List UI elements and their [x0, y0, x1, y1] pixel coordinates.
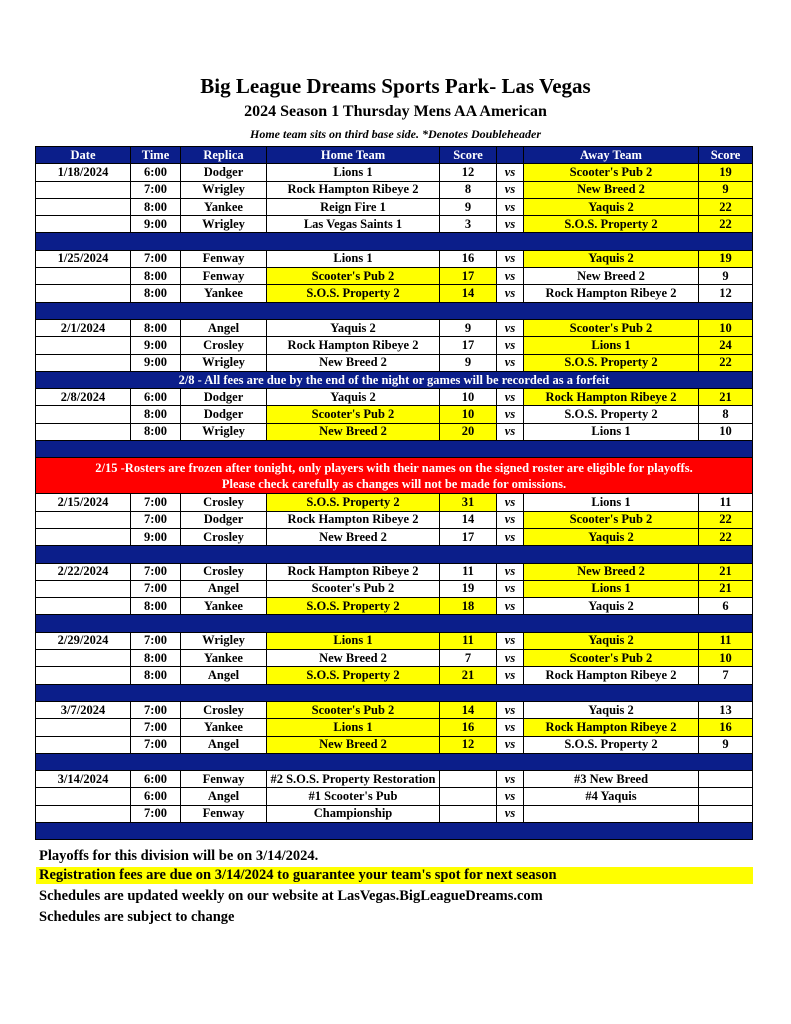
home-team: Lions 1 — [267, 250, 440, 267]
away-score — [699, 805, 753, 822]
header-vs — [497, 147, 524, 164]
home-score: 9 — [440, 198, 497, 215]
vs-label: vs — [497, 598, 524, 615]
game-row — [36, 701, 753, 718]
home-team: Lions 1 — [267, 164, 440, 181]
spacer-cell — [36, 753, 753, 770]
game-date: 2/22/2024 — [36, 563, 131, 580]
home-team: New Breed 2 — [267, 736, 440, 753]
game-replica: Angel — [181, 667, 267, 684]
away-team: Scooter's Pub 2 — [524, 164, 699, 181]
game-time: 8:00 — [131, 667, 181, 684]
game-row — [36, 285, 753, 302]
away-team: Yaquis 2 — [524, 250, 699, 267]
schedule-body — [36, 164, 753, 840]
vs-label: vs — [497, 181, 524, 198]
game-replica: Crosley — [181, 528, 267, 545]
notice-text: 2/8 - All fees are due by the end of the night or games will be recorded as a forfeit — [36, 371, 753, 388]
vs-label: vs — [497, 788, 524, 805]
spacer-cell — [36, 441, 753, 458]
away-score: 22 — [699, 198, 753, 215]
game-date — [36, 354, 131, 371]
table-header-row — [36, 147, 753, 164]
away-score: 22 — [699, 216, 753, 233]
home-team: S.O.S. Property 2 — [267, 667, 440, 684]
game-date — [36, 528, 131, 545]
home-team: Las Vegas Saints 1 — [267, 216, 440, 233]
game-date — [36, 736, 131, 753]
game-row — [36, 423, 753, 440]
alert-row — [36, 458, 753, 494]
game-replica: Wrigley — [181, 423, 267, 440]
game-replica: Yankee — [181, 650, 267, 667]
home-score: 12 — [440, 164, 497, 181]
away-team: New Breed 2 — [524, 181, 699, 198]
game-time: 7:00 — [131, 511, 181, 528]
spacer-cell — [36, 546, 753, 563]
home-team: Scooter's Pub 2 — [267, 701, 440, 718]
game-row — [36, 667, 753, 684]
away-team: S.O.S. Property 2 — [524, 216, 699, 233]
game-time: 7:00 — [131, 580, 181, 597]
home-score — [440, 771, 497, 788]
game-time: 9:00 — [131, 216, 181, 233]
away-score: 10 — [699, 423, 753, 440]
home-score: 19 — [440, 580, 497, 597]
spacer-cell — [36, 615, 753, 632]
away-score: 22 — [699, 354, 753, 371]
game-time: 8:00 — [131, 423, 181, 440]
game-time: 7:00 — [131, 563, 181, 580]
home-score: 31 — [440, 494, 497, 511]
game-date: 1/25/2024 — [36, 250, 131, 267]
home-team: S.O.S. Property 2 — [267, 285, 440, 302]
home-team: Scooter's Pub 2 — [267, 406, 440, 423]
game-date — [36, 268, 131, 285]
header-home-score: Score — [440, 147, 497, 164]
away-score: 19 — [699, 164, 753, 181]
game-date — [36, 285, 131, 302]
game-date — [36, 337, 131, 354]
game-date: 3/14/2024 — [36, 771, 131, 788]
vs-label: vs — [497, 337, 524, 354]
game-row — [36, 164, 753, 181]
game-time: 7:00 — [131, 632, 181, 649]
game-time: 6:00 — [131, 389, 181, 406]
game-time: 8:00 — [131, 598, 181, 615]
alert-line-1: 2/15 -Rosters are frozen after tonight, only players with their names on the signed roster are eligible for playoffs. — [95, 460, 693, 475]
away-score: 22 — [699, 511, 753, 528]
away-team: Lions 1 — [524, 423, 699, 440]
home-score — [440, 788, 497, 805]
home-score: 14 — [440, 511, 497, 528]
vs-label: vs — [497, 511, 524, 528]
game-replica: Fenway — [181, 805, 267, 822]
home-score: 17 — [440, 268, 497, 285]
home-team: New Breed 2 — [267, 354, 440, 371]
header-home-team: Home Team — [267, 147, 440, 164]
spacer-row — [36, 684, 753, 701]
game-date: 1/18/2024 — [36, 164, 131, 181]
game-row — [36, 494, 753, 511]
game-date — [36, 198, 131, 215]
game-time: 8:00 — [131, 268, 181, 285]
game-time: 8:00 — [131, 198, 181, 215]
game-replica: Fenway — [181, 771, 267, 788]
game-time: 7:00 — [131, 701, 181, 718]
game-time: 7:00 — [131, 250, 181, 267]
game-time: 8:00 — [131, 650, 181, 667]
game-row — [36, 511, 753, 528]
away-team: Yaquis 2 — [524, 528, 699, 545]
game-row — [36, 736, 753, 753]
game-replica: Dodger — [181, 511, 267, 528]
game-row — [36, 719, 753, 736]
home-team: S.O.S. Property 2 — [267, 598, 440, 615]
home-score: 21 — [440, 667, 497, 684]
vs-label: vs — [497, 719, 524, 736]
vs-label: vs — [497, 216, 524, 233]
game-time: 7:00 — [131, 736, 181, 753]
home-score: 12 — [440, 736, 497, 753]
away-score: 12 — [699, 285, 753, 302]
home-team: Scooter's Pub 2 — [267, 580, 440, 597]
home-score: 10 — [440, 389, 497, 406]
home-team: S.O.S. Property 2 — [267, 494, 440, 511]
away-score: 9 — [699, 181, 753, 198]
home-team: Yaquis 2 — [267, 389, 440, 406]
away-team: #3 New Breed — [524, 771, 699, 788]
spacer-cell — [36, 684, 753, 701]
spacer-row — [36, 546, 753, 563]
game-date — [36, 598, 131, 615]
game-row — [36, 319, 753, 336]
home-score: 18 — [440, 598, 497, 615]
game-date — [36, 805, 131, 822]
game-replica: Crosley — [181, 337, 267, 354]
away-score: 13 — [699, 701, 753, 718]
game-date — [36, 181, 131, 198]
away-team: Scooter's Pub 2 — [524, 511, 699, 528]
game-date — [36, 423, 131, 440]
vs-label: vs — [497, 285, 524, 302]
vs-label: vs — [497, 771, 524, 788]
game-date — [36, 580, 131, 597]
game-replica: Angel — [181, 319, 267, 336]
footer-playoffs: Playoffs for this division will be on 3/14/2024. — [39, 848, 319, 864]
game-time: 9:00 — [131, 354, 181, 371]
game-row — [36, 268, 753, 285]
vs-label: vs — [497, 528, 524, 545]
spacer-row — [36, 753, 753, 770]
game-replica: Angel — [181, 788, 267, 805]
vs-label: vs — [497, 389, 524, 406]
away-score: 11 — [699, 494, 753, 511]
game-replica: Dodger — [181, 406, 267, 423]
vs-label: vs — [497, 268, 524, 285]
game-time: 9:00 — [131, 337, 181, 354]
vs-label: vs — [497, 319, 524, 336]
game-time: 9:00 — [131, 528, 181, 545]
game-row — [36, 250, 753, 267]
away-team: Lions 1 — [524, 580, 699, 597]
game-replica: Wrigley — [181, 216, 267, 233]
vs-label: vs — [497, 198, 524, 215]
away-score: 24 — [699, 337, 753, 354]
away-team: Scooter's Pub 2 — [524, 319, 699, 336]
header-replica: Replica — [181, 147, 267, 164]
home-team: Rock Hampton Ribeye 2 — [267, 511, 440, 528]
home-score: 20 — [440, 423, 497, 440]
away-score: 9 — [699, 268, 753, 285]
game-time: 6:00 — [131, 788, 181, 805]
game-replica: Yankee — [181, 719, 267, 736]
game-row — [36, 771, 753, 788]
game-replica: Yankee — [181, 285, 267, 302]
home-score: 3 — [440, 216, 497, 233]
away-score: 8 — [699, 406, 753, 423]
game-date — [36, 719, 131, 736]
game-replica: Crosley — [181, 701, 267, 718]
away-team: Rock Hampton Ribeye 2 — [524, 667, 699, 684]
away-team: Scooter's Pub 2 — [524, 650, 699, 667]
away-team: Yaquis 2 — [524, 632, 699, 649]
home-score — [440, 805, 497, 822]
game-date — [36, 216, 131, 233]
notice-row — [36, 371, 753, 388]
away-team: Lions 1 — [524, 337, 699, 354]
game-replica: Fenway — [181, 268, 267, 285]
game-date — [36, 788, 131, 805]
vs-label: vs — [497, 494, 524, 511]
page-title: Big League Dreams Sports Park- Las Vegas — [200, 74, 591, 98]
away-score: 16 — [699, 719, 753, 736]
game-row — [36, 389, 753, 406]
game-row — [36, 788, 753, 805]
game-time: 7:00 — [131, 719, 181, 736]
vs-label: vs — [497, 805, 524, 822]
home-score: 10 — [440, 406, 497, 423]
away-team: S.O.S. Property 2 — [524, 736, 699, 753]
spacer-cell — [36, 233, 753, 250]
vs-label: vs — [497, 250, 524, 267]
home-score: 14 — [440, 285, 497, 302]
game-replica: Dodger — [181, 389, 267, 406]
game-replica: Wrigley — [181, 632, 267, 649]
game-replica: Dodger — [181, 164, 267, 181]
home-score: 8 — [440, 181, 497, 198]
away-team: S.O.S. Property 2 — [524, 406, 699, 423]
vs-label: vs — [497, 632, 524, 649]
away-team: New Breed 2 — [524, 268, 699, 285]
away-score: 21 — [699, 563, 753, 580]
header-date: Date — [36, 147, 131, 164]
away-score: 22 — [699, 528, 753, 545]
home-score: 17 — [440, 528, 497, 545]
away-team: Rock Hampton Ribeye 2 — [524, 389, 699, 406]
home-team: Yaquis 2 — [267, 319, 440, 336]
spacer-row — [36, 615, 753, 632]
schedule-table — [35, 146, 753, 840]
game-row — [36, 632, 753, 649]
vs-label: vs — [497, 701, 524, 718]
home-score: 14 — [440, 701, 497, 718]
away-team: Rock Hampton Ribeye 2 — [524, 285, 699, 302]
header-time: Time — [131, 147, 181, 164]
home-team: Scooter's Pub 2 — [267, 268, 440, 285]
game-date — [36, 406, 131, 423]
home-team: New Breed 2 — [267, 650, 440, 667]
away-score — [699, 771, 753, 788]
away-score — [699, 788, 753, 805]
home-team: Rock Hampton Ribeye 2 — [267, 181, 440, 198]
game-time: 8:00 — [131, 406, 181, 423]
game-date — [36, 667, 131, 684]
alert-line-2: Please check carefully as changes will not be made for omissions. — [221, 476, 567, 491]
game-date: 2/29/2024 — [36, 632, 131, 649]
spacer-row — [36, 822, 753, 839]
alert-cell — [36, 458, 753, 494]
spacer-cell — [36, 822, 753, 839]
home-team: Lions 1 — [267, 632, 440, 649]
away-score: 21 — [699, 580, 753, 597]
spacer-cell — [36, 302, 753, 319]
vs-label: vs — [497, 354, 524, 371]
away-score: 21 — [699, 389, 753, 406]
home-score: 17 — [440, 337, 497, 354]
home-team: New Breed 2 — [267, 528, 440, 545]
footer-website: Schedules are updated weekly on our website at LasVegas.BigLeagueDreams.com — [39, 888, 543, 904]
game-row — [36, 528, 753, 545]
spacer-row — [36, 233, 753, 250]
game-row — [36, 563, 753, 580]
vs-label: vs — [497, 406, 524, 423]
away-team — [524, 805, 699, 822]
game-row — [36, 354, 753, 371]
game-date — [36, 511, 131, 528]
game-replica: Wrigley — [181, 354, 267, 371]
home-score: 9 — [440, 354, 497, 371]
away-score: 19 — [699, 250, 753, 267]
game-time: 6:00 — [131, 771, 181, 788]
game-time: 7:00 — [131, 494, 181, 511]
vs-label: vs — [497, 580, 524, 597]
footer-registration: Registration fees are due on 3/14/2024 to guarantee your team's spot for next season — [36, 867, 753, 884]
page-subtitle: 2024 Season 1 Thursday Mens AA American — [244, 103, 547, 120]
home-team: Rock Hampton Ribeye 2 — [267, 337, 440, 354]
game-time: 7:00 — [131, 181, 181, 198]
spacer-row — [36, 441, 753, 458]
home-team: Championship — [267, 805, 440, 822]
home-team: Rock Hampton Ribeye 2 — [267, 563, 440, 580]
vs-label: vs — [497, 650, 524, 667]
game-date — [36, 650, 131, 667]
home-score: 9 — [440, 319, 497, 336]
game-replica: Crosley — [181, 563, 267, 580]
game-row — [36, 181, 753, 198]
game-time: 6:00 — [131, 164, 181, 181]
away-team: Yaquis 2 — [524, 198, 699, 215]
game-replica: Crosley — [181, 494, 267, 511]
game-replica: Fenway — [181, 250, 267, 267]
footer-change-notice: Schedules are subject to change — [39, 909, 235, 925]
game-date: 2/1/2024 — [36, 319, 131, 336]
game-row — [36, 216, 753, 233]
home-score: 7 — [440, 650, 497, 667]
away-team: Rock Hampton Ribeye 2 — [524, 719, 699, 736]
game-replica: Angel — [181, 580, 267, 597]
home-team: New Breed 2 — [267, 423, 440, 440]
game-row — [36, 805, 753, 822]
vs-label: vs — [497, 164, 524, 181]
game-replica: Yankee — [181, 598, 267, 615]
header-away-score: Score — [699, 147, 753, 164]
game-row — [36, 337, 753, 354]
vs-label: vs — [497, 563, 524, 580]
game-row — [36, 198, 753, 215]
home-score: 16 — [440, 719, 497, 736]
away-team: S.O.S. Property 2 — [524, 354, 699, 371]
away-team: Lions 1 — [524, 494, 699, 511]
game-replica: Wrigley — [181, 181, 267, 198]
game-replica: Angel — [181, 736, 267, 753]
away-score: 10 — [699, 319, 753, 336]
game-replica: Yankee — [181, 198, 267, 215]
game-time: 8:00 — [131, 319, 181, 336]
game-date: 3/7/2024 — [36, 701, 131, 718]
header-away-team: Away Team — [524, 147, 699, 164]
game-row — [36, 650, 753, 667]
vs-label: vs — [497, 667, 524, 684]
away-team: New Breed 2 — [524, 563, 699, 580]
home-score: 16 — [440, 250, 497, 267]
away-score: 10 — [699, 650, 753, 667]
game-date: 2/8/2024 — [36, 389, 131, 406]
home-score: 11 — [440, 632, 497, 649]
home-team: Reign Fire 1 — [267, 198, 440, 215]
game-date: 2/15/2024 — [36, 494, 131, 511]
home-team: #1 Scooter's Pub — [267, 788, 440, 805]
game-row — [36, 598, 753, 615]
home-team: Lions 1 — [267, 719, 440, 736]
vs-label: vs — [497, 736, 524, 753]
schedule-note: Home team sits on third base side. *Denotes Doubleheader — [250, 127, 541, 141]
game-time: 8:00 — [131, 285, 181, 302]
game-time: 7:00 — [131, 805, 181, 822]
away-team: #4 Yaquis — [524, 788, 699, 805]
spacer-row — [36, 302, 753, 319]
game-row — [36, 580, 753, 597]
away-team: Yaquis 2 — [524, 701, 699, 718]
away-score: 6 — [699, 598, 753, 615]
away-score: 9 — [699, 736, 753, 753]
away-team: Yaquis 2 — [524, 598, 699, 615]
home-team: #2 S.O.S. Property Restoration — [267, 771, 440, 788]
vs-label: vs — [497, 423, 524, 440]
game-row — [36, 406, 753, 423]
home-score: 11 — [440, 563, 497, 580]
away-score: 11 — [699, 632, 753, 649]
away-score: 7 — [699, 667, 753, 684]
